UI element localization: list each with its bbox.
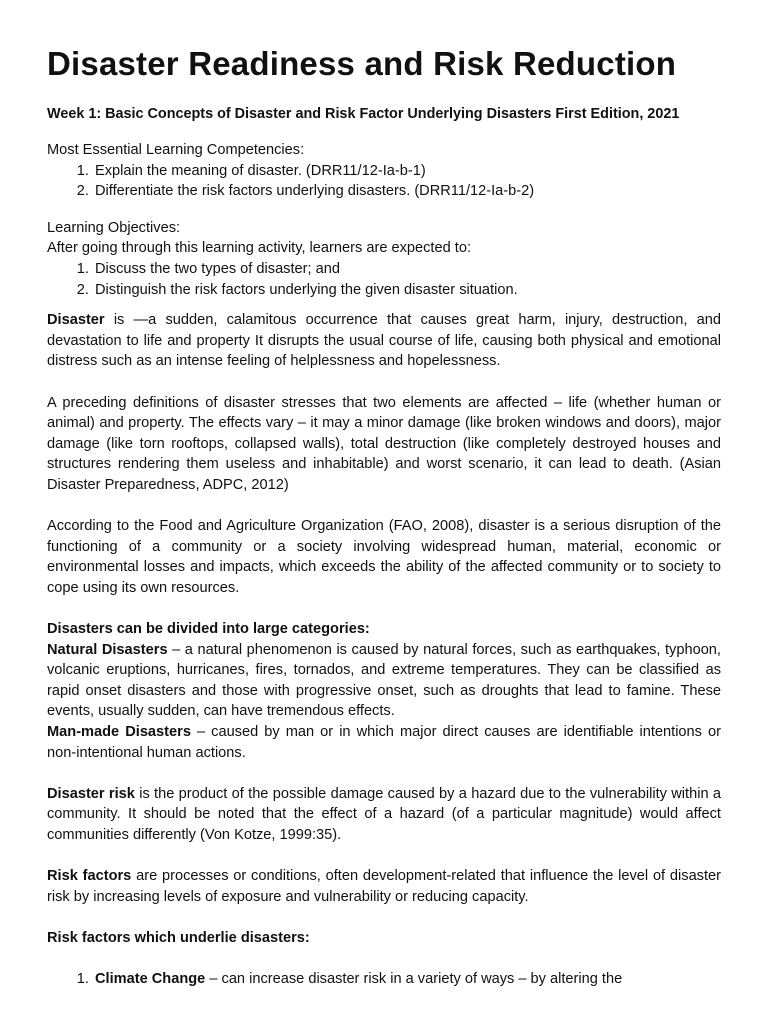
risk-factors-term: Risk factors — [47, 868, 132, 885]
risk-list-heading — [47, 928, 721, 949]
disaster-definition-text: is —a sudden, calamitous occurrence that causes great harm, injury, destruction, and devastation to life and property It disrupts the usual course of life, causing both physical and emotional distress such as an intense feeling of helplessness and hopelessness. — [47, 312, 721, 370]
risk-factor-term: Climate Change — [95, 971, 206, 988]
melc-list — [47, 161, 721, 202]
risk-factors-list-section — [47, 969, 721, 990]
melc-item: 1. Explain the meaning of disaster. (DRR11/12-Ia-b-1) — [93, 161, 721, 182]
natural-disasters-paragraph — [47, 640, 721, 722]
page-title: Disaster Readiness and Risk Reduction — [47, 45, 677, 82]
categories-heading-text: Disasters can be divided into large categories: — [47, 621, 370, 638]
disaster-risk-text: is the product of the possible damage caused by a hazard due to the vulnerability within a community. It should be noted that the effect of a hazard (of a particular magnitude) would affect communities differently (Von Kotze, 1999:35). — [47, 785, 721, 843]
disaster-risk-paragraph — [47, 784, 721, 846]
objective-item: 2. Distinguish the risk factors underlying the given disaster situation. — [93, 280, 721, 301]
risk-factor-text: – can increase disaster risk in a variety of ways – by altering the — [205, 971, 623, 988]
manmade-disasters-term: Man-made Disasters — [47, 724, 191, 741]
fao-paragraph: According to the Food and Agriculture Organization (FAO, 2008), disaster is a serious disruption of the functioning of a community or a society involving widespread human, material, economic or environmental losses and impacts, which exceeds the ability of the affected community or to society to cope using its own resources. — [47, 518, 721, 596]
objectives-section — [47, 218, 721, 300]
natural-disasters-term: Natural Disasters — [47, 641, 168, 658]
risk-factors-text: are processes or conditions, often development-related that influence the level of disaster risk by increasing levels of exposure and vulnerability or reducing capacity. — [47, 868, 722, 905]
disaster-definition — [47, 310, 721, 372]
risk-list-heading-text: Risk factors which underlie disasters: — [47, 929, 310, 946]
disaster-term: Disaster — [47, 312, 105, 329]
melc-section — [47, 140, 721, 202]
objectives-intro: After going through this learning activity, learners are expected to: — [47, 240, 471, 257]
natural-disasters-text: – a natural phenomenon is caused by natural forces, such as earthquakes, typhoon, volcanic eruptions, hurricanes, fires, tornados, and extreme temperatures. They can be classified as rapid onset disasters and those with progressive onset, such as droughts that lead to famine. These events, usually sudden, can have tremendous effects. — [47, 641, 721, 720]
preceding-paragraph: A preceding definitions of disaster stresses that two elements are affected – life (whether human or animal) and property. The effects vary – it may a minor damage (like broken windows and doors), major damage (like torn rooftops, collapsed walls), total destruction (like completely destroyed houses and structures rendering them useless and inhabitable) and worst scenario, it can lead to death. (Asian Disaster Preparedness, ADPC, 2012) — [47, 394, 721, 493]
risk-factor-item — [93, 969, 721, 990]
categories-heading — [47, 619, 721, 640]
objectives-list — [47, 259, 721, 300]
week-subtitle: Week 1: Basic Concepts of Disaster and Risk Factor Underlying Disasters First Edition, 2021 — [47, 106, 680, 122]
risk-factors-paragraph — [47, 866, 721, 907]
melc-heading: Most Essential Learning Competencies: — [47, 142, 305, 158]
objectives-heading: Learning Objectives: — [47, 219, 181, 236]
objective-item: 1. Discuss the two types of disaster; and — [93, 259, 721, 280]
manmade-disasters-paragraph — [47, 722, 721, 763]
disaster-risk-term: Disaster risk — [47, 785, 135, 802]
manmade-disasters-text: – caused by man or in which major direct causes are identifiable intentions or non-intentional human actions. — [47, 724, 721, 761]
melc-item: 2. Differentiate the risk factors underlying disasters. (DRR11/12-Ia-b-2) — [93, 181, 721, 202]
risk-factors-list — [47, 969, 721, 990]
